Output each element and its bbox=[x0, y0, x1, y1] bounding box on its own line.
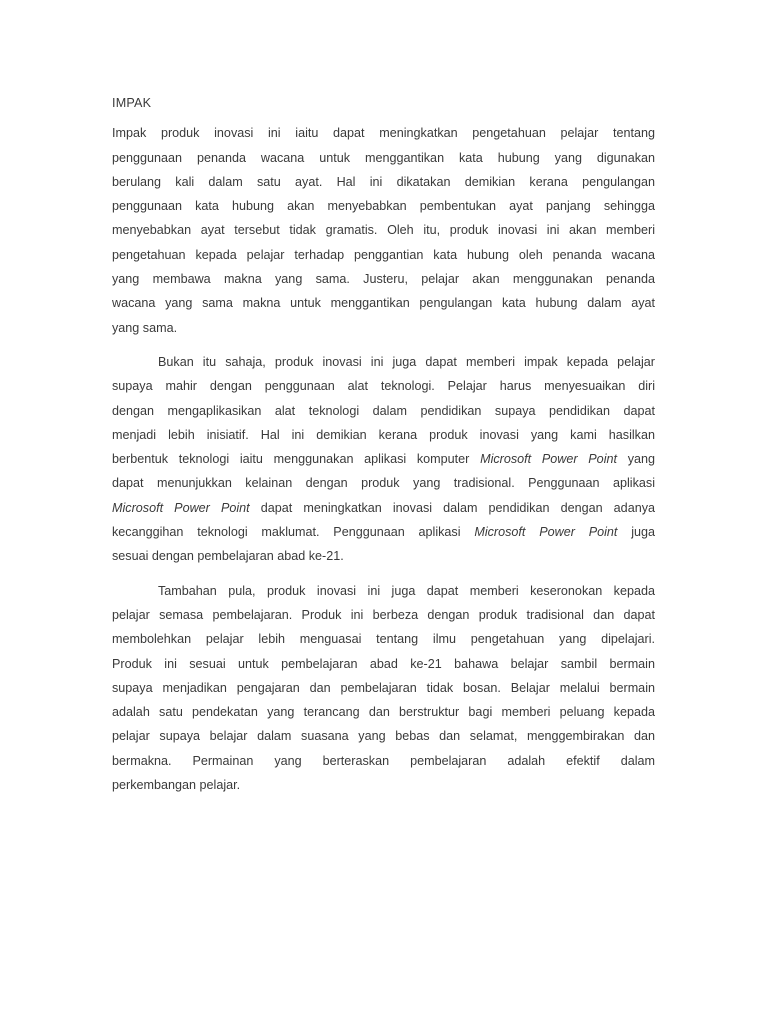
text-run: juga bbox=[617, 525, 656, 540]
text-run: pelajar supaya belajar dalam suasana yang bebas dan selamat, menggembirakan dan bbox=[112, 729, 655, 744]
text-line bbox=[112, 218, 655, 242]
document-body bbox=[112, 91, 655, 807]
text-run: menjadi lebih inisiatif. Hal ini demikian kerana produk inovasi yang kami hasilkan bbox=[112, 427, 655, 442]
text-run: perkembangan pelajar. bbox=[112, 778, 241, 793]
text-run: pengetahuan kepada pelajar terhadap penggantian kata hubung oleh penanda wacana bbox=[112, 247, 655, 262]
text-line bbox=[112, 652, 655, 676]
text-run: Impak produk inovasi ini iaitu dapat meningkatkan pengetahuan pelajar tentang bbox=[112, 126, 655, 141]
text-line bbox=[112, 773, 655, 797]
text-run: dengan mengaplikasikan alat teknologi dalam pendidikan supaya pendidikan dapat bbox=[112, 403, 655, 418]
text-run: Bukan itu sahaja, produk inovasi ini juga dapat memberi impak kepada pelajar bbox=[158, 354, 655, 369]
text-line bbox=[112, 121, 655, 145]
text-run: yang sama. bbox=[112, 320, 178, 335]
text-line bbox=[112, 399, 655, 423]
text-run: bermakna. Permainan yang berteraskan pembelajaran adalah efektif dalam bbox=[112, 753, 655, 768]
paragraphs-container bbox=[112, 121, 655, 797]
text-run: dapat meningkatkan inovasi dalam pendidikan dengan adanya bbox=[249, 500, 655, 515]
text-run: supaya mahir dengan penggunaan alat teknologi. Pelajar harus menyesuaikan diri bbox=[112, 379, 655, 394]
text-run: kecanggihan teknologi maklumat. Penggunaan aplikasi bbox=[112, 525, 475, 540]
text-run: yang bbox=[617, 452, 656, 467]
text-run: berbentuk teknologi iaitu menggunakan aplikasi komputer bbox=[112, 452, 481, 467]
text-run: sesuai dengan pembelajaran abad ke-21. bbox=[112, 549, 344, 564]
text-line bbox=[112, 447, 655, 471]
text-line bbox=[112, 724, 655, 748]
text-line bbox=[112, 627, 655, 651]
text-line bbox=[112, 194, 655, 218]
text-run: yang membawa makna yang sama. Justeru, pelajar akan menggunakan penanda bbox=[112, 272, 655, 287]
text-run: adalah satu pendekatan yang terancang dan berstruktur bagi memberi peluang kepada bbox=[112, 705, 655, 720]
section-heading: IMPAK bbox=[112, 96, 152, 110]
text-line bbox=[112, 291, 655, 315]
text-line bbox=[112, 146, 655, 170]
text-line bbox=[112, 423, 655, 447]
paragraph-3 bbox=[112, 579, 655, 798]
text-run: supaya menjadikan pengajaran dan pembelajaran tidak bosan. Belajar melalui bermain bbox=[112, 680, 655, 695]
italic-text: Microsoft Power Point bbox=[474, 525, 618, 540]
text-line bbox=[112, 170, 655, 194]
paragraph-1 bbox=[112, 121, 655, 340]
text-run: wacana yang sama makna untuk menggantikan pengulangan kata hubung dalam ayat bbox=[112, 296, 655, 311]
text-line bbox=[112, 544, 655, 568]
text-line bbox=[112, 471, 655, 495]
italic-text: Microsoft Power Point bbox=[112, 500, 250, 515]
text-run: berulang kali dalam satu ayat. Hal ini dikatakan demikian kerana pengulangan bbox=[112, 174, 655, 189]
text-line bbox=[112, 700, 655, 724]
text-run: membolehkan pelajar lebih menguasai tentang ilmu pengetahuan yang dipelajari. bbox=[112, 632, 655, 647]
text-run: Produk ini sesuai untuk pembelajaran abad ke-21 bahawa belajar sambil bermain bbox=[112, 656, 655, 671]
text-run: dapat menunjukkan kelainan dengan produk yang tradisional. Penggunaan aplikasi bbox=[112, 476, 655, 491]
text-line bbox=[112, 496, 655, 520]
text-run: Tambahan pula, produk inovasi ini juga dapat memberi keseronokan kepada bbox=[158, 583, 655, 598]
text-line bbox=[112, 316, 655, 340]
text-line bbox=[112, 243, 655, 267]
italic-text: Microsoft Power Point bbox=[480, 452, 617, 467]
text-line bbox=[112, 749, 655, 773]
text-line bbox=[112, 267, 655, 291]
text-run: penggunaan kata hubung akan menyebabkan pembentukan ayat panjang sehingga bbox=[112, 199, 655, 214]
text-run: menyebabkan ayat tersebut tidak gramatis. Oleh itu, produk inovasi ini akan memberi bbox=[112, 223, 655, 238]
text-line bbox=[112, 676, 655, 700]
paragraph-2 bbox=[112, 350, 655, 569]
text-line bbox=[112, 579, 655, 603]
text-line bbox=[112, 374, 655, 398]
text-run: pelajar semasa pembelajaran. Produk ini berbeza dengan produk tradisional dan dapat bbox=[112, 607, 655, 622]
text-run: penggunaan penanda wacana untuk menggantikan kata hubung yang digunakan bbox=[112, 150, 655, 165]
text-line bbox=[112, 603, 655, 627]
text-line bbox=[112, 520, 655, 544]
text-line bbox=[112, 350, 655, 374]
